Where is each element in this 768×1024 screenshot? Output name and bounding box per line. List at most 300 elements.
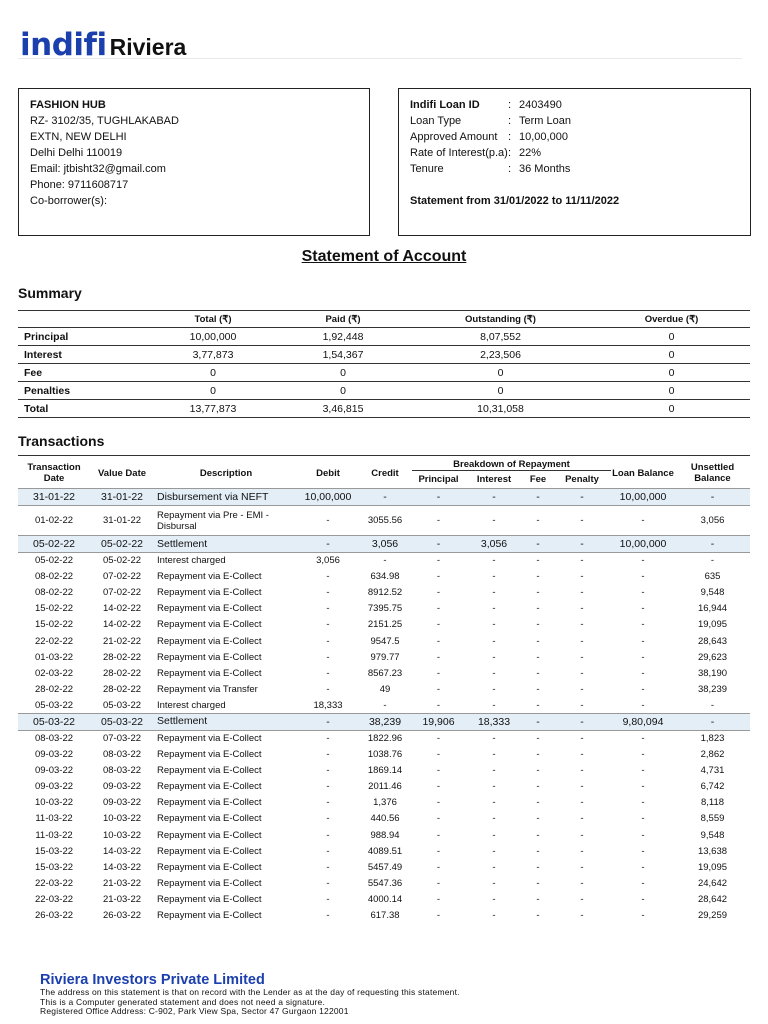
loan-field-label: Loan Type: [410, 115, 462, 127]
transaction-cell: 26-03-22: [102, 910, 142, 922]
transactions-body: [18, 489, 750, 924]
transaction-cell: -: [436, 829, 441, 841]
transaction-row-highlight: [18, 713, 750, 730]
transaction-cell: 3,056: [316, 555, 340, 567]
transaction-cell: -: [492, 893, 496, 905]
transaction-cell: -: [536, 877, 540, 889]
transaction-cell: -: [492, 845, 496, 857]
transaction-cell: -: [580, 910, 584, 922]
transaction-description: [154, 665, 298, 681]
transaction-cell: 05-02-22: [34, 555, 74, 567]
transaction-cell: -: [536, 893, 540, 905]
loan-field-row: [410, 97, 739, 113]
transaction-description: [154, 747, 298, 763]
transaction-description-text: Repayment via E-Collect: [157, 877, 262, 889]
transaction-cell: -: [641, 651, 645, 663]
transaction-cell: -: [553, 713, 611, 730]
transaction-cell: -: [641, 910, 645, 922]
transaction-cell: 9,80,094: [611, 713, 675, 730]
borrower-name: FASHION HUB: [30, 99, 106, 111]
transaction-cell: 19,095: [697, 861, 728, 873]
summary-cell: 0: [593, 364, 750, 382]
footer-line-3: Registered Office Address: C-902, Park View Spa, Sector 47 Gurgaon 122001: [40, 1006, 349, 1016]
transaction-cell: 15-02-22: [34, 619, 74, 631]
transaction-cell: 08-02-22: [34, 571, 74, 583]
brand-header: [20, 22, 186, 62]
transaction-cell: -: [492, 555, 496, 567]
loan-fields: [410, 97, 739, 177]
transaction-cell: -: [641, 571, 645, 583]
transaction-cell: 11-03-22: [35, 813, 73, 825]
borrower-phone: Phone: 9711608717: [30, 179, 129, 191]
transaction-cell: 14-03-22: [102, 845, 142, 857]
transaction-cell: -: [436, 603, 441, 615]
transaction-cell: 14-02-22: [102, 603, 142, 615]
transaction-cell: -: [523, 713, 553, 730]
transaction-cell: 635: [704, 571, 721, 583]
transaction-cell: -: [536, 861, 540, 873]
transaction-cell: 07-02-22: [102, 587, 142, 599]
transaction-cell: 15-02-22: [34, 603, 74, 615]
transaction-description: [154, 827, 298, 843]
transaction-cell: 05-02-22: [102, 555, 142, 567]
transaction-cell: -: [492, 781, 496, 793]
transaction-cell: 4,731: [700, 765, 725, 777]
transaction-cell: -: [326, 797, 330, 809]
transaction-cell: -: [326, 603, 330, 615]
col-breakdown: Breakdown of Repayment: [412, 456, 611, 471]
transaction-cell: -: [326, 861, 330, 873]
transaction-row: [18, 569, 750, 585]
address-line-2: EXTN, NEW DELHI: [30, 131, 127, 143]
address-line-1: RZ- 3102/35, TUGHLAKABAD: [30, 115, 179, 127]
loan-field-value: 2403490: [519, 99, 562, 111]
transaction-cell: -: [580, 651, 584, 663]
col-principal: Principal: [418, 474, 459, 485]
transaction-cell: 21-03-22: [102, 877, 142, 889]
transaction-description: [154, 585, 298, 601]
transaction-cell: 08-03-22: [34, 733, 74, 745]
transaction-cell: -: [326, 733, 330, 745]
transaction-cell: -: [536, 749, 540, 761]
transaction-description: [154, 681, 298, 697]
transaction-cell: -: [326, 587, 330, 599]
transaction-cell: 15-03-22: [34, 861, 74, 873]
transaction-row: [18, 859, 750, 875]
transaction-cell: -: [523, 536, 553, 553]
summary-cell: 0: [278, 382, 408, 400]
summary-cell: Total: [18, 400, 148, 418]
transaction-row: [18, 907, 750, 923]
transaction-cell: -: [436, 683, 441, 695]
transaction-cell: 09-03-22: [34, 765, 74, 777]
transaction-cell: -: [326, 515, 330, 526]
transaction-cell: -: [536, 651, 540, 663]
header-divider: [18, 58, 742, 59]
transaction-cell: 18,333: [465, 713, 523, 730]
transaction-cell: 29,259: [697, 910, 728, 922]
transaction-description: [154, 649, 298, 665]
transaction-cell: -: [326, 667, 330, 679]
transaction-cell: -: [492, 619, 496, 631]
transaction-cell: 8,559: [700, 813, 725, 825]
transaction-cell: -: [298, 536, 358, 553]
transactions-header-row: [18, 456, 750, 471]
transaction-cell: -: [436, 893, 441, 905]
transaction-cell: -: [710, 699, 715, 711]
transaction-row-highlight: [18, 536, 750, 553]
transaction-cell: -: [536, 667, 540, 679]
transaction-cell: -: [641, 733, 645, 745]
transaction-cell: -: [536, 765, 540, 777]
summary-header-row: [18, 311, 750, 328]
transaction-cell: -: [580, 515, 584, 526]
transaction-cell: 1038.76: [367, 749, 403, 761]
summary-cell: 0: [148, 364, 278, 382]
summary-body: [18, 328, 750, 418]
transaction-cell: -: [536, 603, 540, 615]
transaction-row: [18, 665, 750, 681]
summary-cell: 8,07,552: [408, 328, 593, 346]
loan-field-label: Indifi Loan ID: [410, 99, 480, 111]
statement-title: Statement of Account: [301, 248, 467, 265]
transaction-cell: 14-02-22: [102, 619, 142, 631]
transaction-row: [18, 747, 750, 763]
transaction-description: [154, 730, 298, 746]
col-description: Description: [154, 456, 298, 489]
summary-col-header: [18, 311, 148, 328]
transaction-description: [154, 763, 298, 779]
transaction-cell: -: [492, 683, 496, 695]
transaction-cell: 1869.14: [367, 765, 403, 777]
transaction-row: [18, 681, 750, 697]
transaction-description-text: Repayment via E-Collect: [157, 749, 262, 761]
col-penalty: Penalty: [565, 474, 599, 485]
transaction-row: [18, 875, 750, 891]
transaction-description: [154, 779, 298, 795]
transaction-cell: -: [383, 555, 387, 567]
statement-period: Statement from 31/01/2022 to 11/11/2022: [410, 195, 620, 207]
summary-col-header: Overdue (₹): [593, 311, 750, 328]
col-loan-balance: Loan Balance: [611, 456, 675, 489]
transaction-cell: -: [492, 877, 496, 889]
borrower-details-box: [18, 88, 370, 236]
col-interest: Interest: [476, 474, 512, 485]
loan-field-row: [410, 161, 739, 177]
transaction-cell: 08-03-22: [102, 765, 142, 777]
transaction-cell: 08-03-22: [102, 749, 142, 761]
transaction-cell: -: [641, 781, 645, 793]
transaction-cell: -: [675, 536, 750, 553]
transaction-cell: -: [641, 635, 645, 647]
summary-row: [18, 328, 750, 346]
transaction-cell: 9547.5: [370, 635, 400, 647]
transactions-heading: Transactions: [18, 433, 105, 449]
transaction-description: [154, 633, 298, 649]
transaction-cell: 21-03-22: [102, 893, 142, 905]
loan-field-row: [410, 145, 739, 161]
transaction-cell: -: [675, 713, 750, 730]
transaction-cell: 22-03-22: [34, 877, 74, 889]
transaction-cell: 07-02-22: [102, 571, 142, 583]
summary-cell: 0: [593, 328, 750, 346]
transaction-cell: 38,239: [358, 713, 412, 730]
transaction-cell: -: [492, 571, 496, 583]
transaction-cell: -: [492, 667, 496, 679]
footer-line-2: This is a Computer generated statement and does not need a signature.: [40, 996, 326, 1007]
transaction-description: [154, 875, 298, 891]
transaction-cell: -: [641, 667, 645, 679]
page-title: [0, 248, 768, 266]
transaction-cell: -: [436, 587, 441, 599]
transaction-description-text: Repayment via E-Collect: [157, 861, 262, 873]
transaction-cell: -: [326, 635, 330, 647]
transaction-description-text: Repayment via E-Collect: [157, 651, 262, 663]
transaction-description-text: Repayment via E-Collect: [157, 571, 262, 583]
transaction-cell: -: [492, 749, 496, 761]
loan-field-colon: :: [508, 147, 512, 159]
transaction-description-text: Settlement: [157, 715, 208, 728]
transaction-cell: -: [580, 571, 584, 583]
transaction-row: [18, 827, 750, 843]
summary-cell: 10,00,000: [148, 328, 278, 346]
transaction-cell: -: [436, 635, 441, 647]
transaction-cell: 19,906: [412, 713, 465, 730]
transactions-table: [18, 455, 750, 924]
col-transaction-date: Transaction Date: [18, 456, 90, 489]
loan-field-colon: :: [508, 163, 512, 175]
transaction-cell: -: [436, 667, 441, 679]
transaction-cell: -: [580, 733, 584, 745]
transaction-cell: -: [580, 845, 584, 857]
transaction-cell: 16,944: [697, 603, 728, 615]
transaction-cell: -: [436, 781, 441, 793]
transaction-cell: 31-01-22: [102, 515, 142, 526]
transaction-description-text: Settlement: [157, 537, 208, 550]
summary-cell: 0: [593, 382, 750, 400]
summary-cell: 0: [593, 400, 750, 418]
transaction-description: [154, 891, 298, 907]
transaction-cell: -: [492, 765, 496, 777]
summary-row: [18, 364, 750, 382]
summary-cell: 0: [278, 364, 408, 382]
transaction-description: [154, 506, 298, 536]
transaction-description-text: Repayment via E-Collect: [157, 813, 262, 825]
transaction-description-text: Repayment via E-Collect: [157, 587, 262, 599]
transaction-cell: 634.98: [370, 571, 400, 583]
transaction-cell: 28-02-22: [102, 667, 142, 679]
transaction-description-text: Repayment via E-Collect: [157, 765, 262, 777]
transaction-cell: -: [641, 877, 645, 889]
transaction-cell: -: [580, 603, 584, 615]
summary-cell: 0: [408, 364, 593, 382]
transaction-cell: 38,190: [697, 667, 728, 679]
transaction-description-text: Repayment via E-Collect: [157, 910, 262, 922]
transaction-cell: -: [492, 797, 496, 809]
transaction-description-text: Repayment via E-Collect: [157, 603, 262, 615]
transaction-cell: 09-03-22: [102, 781, 142, 793]
transaction-description: [154, 601, 298, 617]
transaction-cell: -: [383, 699, 387, 711]
transaction-cell: -: [580, 765, 584, 777]
transaction-cell: -: [536, 619, 540, 631]
transaction-cell: -: [436, 733, 441, 745]
transaction-cell: -: [465, 489, 523, 506]
transaction-cell: 26-03-22: [34, 910, 74, 922]
transaction-cell: 21-02-22: [102, 635, 142, 647]
transaction-cell: 617.38: [370, 910, 400, 922]
transaction-row: [18, 633, 750, 649]
transaction-cell: -: [298, 713, 358, 730]
transaction-cell: -: [412, 489, 465, 506]
transaction-cell: 5457.49: [367, 861, 403, 873]
transaction-cell: -: [536, 733, 540, 745]
transaction-description: [154, 536, 298, 553]
transaction-cell: -: [492, 910, 496, 922]
indifi-logo: indifi: [20, 27, 107, 63]
transaction-cell: 22-03-22: [34, 893, 74, 905]
transaction-description-text: Repayment via E-Collect: [157, 829, 262, 841]
transaction-cell: -: [536, 781, 540, 793]
transaction-cell: -: [580, 861, 584, 873]
transaction-cell: -: [641, 765, 645, 777]
summary-cell: Interest: [18, 346, 148, 364]
footer: [40, 972, 460, 1017]
transaction-cell: -: [536, 699, 540, 711]
transaction-cell: 05-02-22: [90, 536, 154, 553]
transaction-cell: -: [641, 587, 645, 599]
transaction-cell: -: [326, 683, 330, 695]
transaction-row: [18, 553, 750, 569]
transaction-cell: 10,00,000: [611, 536, 675, 553]
transaction-cell: -: [326, 893, 330, 905]
transaction-cell: -: [536, 555, 540, 567]
loan-field-label: Rate of Interest(p.a): [410, 147, 508, 159]
transaction-cell: -: [492, 603, 496, 615]
transaction-cell: 988.94: [370, 829, 400, 841]
transaction-cell: 05-03-22: [102, 699, 142, 711]
transaction-description-text: Repayment via E-Collect: [157, 635, 262, 647]
transaction-cell: -: [641, 699, 645, 711]
col-credit: Credit: [358, 456, 412, 489]
transaction-cell: -: [326, 813, 330, 825]
transaction-description-text: Repayment via E-Collect: [157, 893, 262, 905]
transaction-cell: -: [580, 635, 584, 647]
transaction-row: [18, 697, 750, 713]
transaction-cell: -: [326, 845, 330, 857]
transaction-cell: -: [436, 555, 441, 567]
transaction-cell: 05-03-22: [34, 699, 74, 711]
coborrower-label: Co-borrower(s):: [30, 195, 108, 207]
transaction-cell: 09-03-22: [34, 749, 74, 761]
transaction-cell: -: [641, 829, 645, 841]
transaction-cell: -: [523, 489, 553, 506]
transaction-cell: 05-03-22: [18, 713, 90, 730]
transaction-cell: -: [553, 489, 611, 506]
transaction-cell: 2151.25: [367, 619, 403, 631]
transaction-cell: -: [326, 910, 330, 922]
transaction-row: [18, 811, 750, 827]
loan-field-label: Approved Amount: [410, 131, 498, 143]
transaction-description-text: Interest charged: [157, 699, 226, 711]
transaction-cell: 979.77: [370, 651, 400, 663]
transaction-description: [154, 697, 298, 713]
transaction-description-text: Repayment via E-Collect: [157, 797, 262, 809]
col-fee: Fee: [529, 474, 547, 485]
summary-cell: Penalties: [18, 382, 148, 400]
transaction-cell: 01-03-22: [34, 651, 74, 663]
transaction-row: [18, 779, 750, 795]
transaction-cell: -: [492, 515, 496, 526]
transaction-description-text: Repayment via E-Collect: [157, 845, 262, 857]
transaction-description: [154, 489, 298, 506]
transaction-cell: -: [326, 619, 330, 631]
loan-field-value: Term Loan: [519, 115, 571, 127]
summary-cell: Principal: [18, 328, 148, 346]
summary-heading: Summary: [18, 285, 82, 301]
transaction-cell: 2011.46: [368, 781, 402, 793]
transaction-description: [154, 569, 298, 585]
transaction-cell: -: [641, 797, 645, 809]
summary-cell: Fee: [18, 364, 148, 382]
transaction-row: [18, 891, 750, 907]
transaction-cell: -: [492, 651, 496, 663]
transaction-cell: -: [641, 749, 645, 761]
transaction-row: [18, 617, 750, 633]
transaction-cell: -: [580, 587, 584, 599]
transaction-cell: -: [326, 571, 330, 583]
transaction-description-text: Interest charged: [157, 555, 226, 567]
transaction-description: [154, 795, 298, 811]
transaction-cell: -: [536, 829, 540, 841]
transaction-cell: 08-02-22: [34, 587, 74, 599]
transaction-cell: -: [536, 515, 540, 526]
transaction-cell: -: [436, 877, 441, 889]
transaction-cell: 28-02-22: [34, 683, 74, 695]
transaction-cell: -: [492, 635, 496, 647]
transaction-cell: -: [326, 829, 330, 841]
transaction-cell: 05-03-22: [90, 713, 154, 730]
transaction-cell: -: [580, 555, 584, 567]
transaction-cell: -: [536, 813, 540, 825]
col-debit: Debit: [298, 456, 358, 489]
transaction-cell: -: [326, 749, 330, 761]
transaction-cell: 10-03-22: [102, 813, 142, 825]
transaction-description: [154, 859, 298, 875]
transaction-cell: 2,862: [700, 749, 725, 761]
transaction-cell: 6,742: [700, 781, 725, 793]
transaction-cell: -: [641, 619, 645, 631]
transaction-row: [18, 730, 750, 746]
transaction-cell: -: [436, 797, 441, 809]
transaction-description: [154, 811, 298, 827]
transaction-cell: 29,623: [697, 651, 728, 663]
transaction-cell: -: [436, 861, 441, 873]
col-unsettled-balance: Unsettled Balance: [675, 456, 750, 489]
transaction-cell: -: [553, 536, 611, 553]
footer-company: Riviera Investors Private Limited: [40, 972, 265, 988]
transaction-cell: 02-03-22: [34, 667, 74, 679]
transaction-cell: 28-02-22: [102, 683, 142, 695]
transaction-cell: 31-01-22: [18, 489, 90, 506]
borrower-email: Email: jtbisht32@gmail.com: [30, 163, 166, 175]
summary-cell: 1,92,448: [278, 328, 408, 346]
transaction-cell: -: [536, 797, 540, 809]
transaction-cell: -: [536, 635, 540, 647]
transaction-cell: -: [641, 861, 645, 873]
transaction-cell: -: [436, 813, 441, 825]
transaction-cell: -: [436, 749, 441, 761]
